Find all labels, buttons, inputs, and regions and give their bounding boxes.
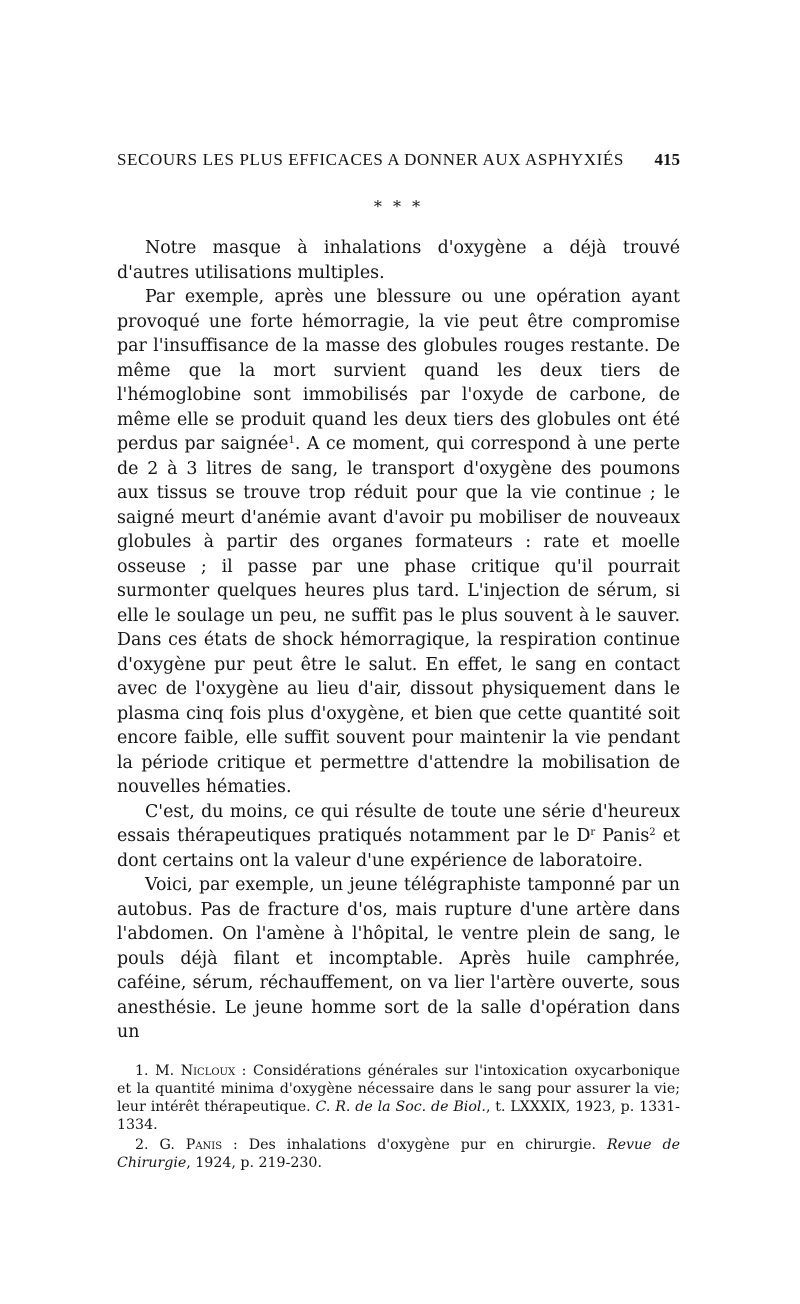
footnote	[117, 1062, 680, 1134]
footnote-ref: 2	[649, 827, 656, 838]
footnote-journal: Revue de Chirurgie	[117, 1136, 680, 1171]
footnotes	[117, 1062, 680, 1172]
paragraph: Voici, par exemple, un jeune télégraphiste tamponné par un autobus. Pas de fracture d'os, mais rupture d'une artère dans l'abdomen. On l'amène à l'hôpital, le ventre plein de sang, le pouls déjà filant et incomptable. Après huile camphrée, caféine, sérum, réchauffement, on va lier l'artère ouverte, sous anesthésie. Le jeune homme sort de la salle d'opération dans un	[117, 875, 680, 1042]
body-text	[117, 236, 680, 1045]
footnote-number: 2.	[135, 1136, 149, 1153]
footnote	[117, 1136, 680, 1172]
superscript: r	[590, 827, 596, 838]
footnote-ref: 1	[288, 435, 295, 446]
paragraph-text: C'est, du moins, ce qui résulte de toute une série d'heureux essais thérapeutiques pratiqués notamment par le D	[117, 801, 680, 846]
running-head	[117, 150, 680, 184]
paragraph	[117, 285, 680, 800]
footnote-text: : Considérations générales sur l'intoxication oxycarbonique et la quantité minima d'oxygène nécessaire dans le sang pour assurer la vie; leur intérêt thérapeutique.	[117, 1062, 681, 1115]
paragraph	[117, 800, 680, 874]
footnote-text: , t. LXXXIX, 1923, p. 1331-1334.	[117, 1098, 680, 1133]
page-number: 415	[654, 150, 680, 169]
paragraph-text: et dont certains ont la valeur d'une expérience de laboratoire.	[117, 826, 680, 871]
footnote-number: 1.	[135, 1062, 149, 1079]
running-title: SECOURS LES PLUS EFFICACES A DONNER AUX ASPHYXIÉS	[117, 150, 624, 169]
footnote-text: , 1924, p. 219-230.	[186, 1154, 322, 1171]
footnote-author: G. Panis	[159, 1136, 223, 1153]
cited-name: Panis	[595, 826, 650, 846]
footnote-text: : Des inhalations d'oxygène pur en chirurgie.	[222, 1136, 607, 1153]
footnote-author: M. Nicloux	[155, 1062, 236, 1079]
paragraph-text: . A ce moment, qui correspond à une perte de 2 à 3 litres de sang, le transport d'oxygène des poumons aux tissus se trouve trop réduit pour que la vie continue ; le saigné meurt d'anémie avant d'avoir pu mobiliser de nouveaux globules à partir des organes formateurs : rate et moelle osseuse ; il passe par une phase critique qu'il pourrait surmonter quelques heures plus tard. L'injection de sérum, si elle le soulage un peu, ne suffit pas le plus souvent à le sauver. Dans ces états de shock hémorragique, la respiration continue d'oxygène pur peut être le salut. En effet, le sang en contact avec de l'oxygène au lieu d'air, dissout physiquement dans le plasma cinq fois plus d'oxygène, et bien que cette quantité soit encore faible, elle suffit souvent pour maintenir la vie pendant la période critique et permettre d'attendre la mobilisation de nouvelles hématies.	[117, 434, 680, 797]
footnote-journal: C. R. de la Soc. de Biol.	[315, 1098, 486, 1115]
section-ornament: * * *	[373, 197, 424, 216]
paragraph-text: Par exemple, après une blessure ou une opération ayant provoqué une forte hémorragie, la vie peut être compromise par l'insuffisance de la masse des globules rouges restante. De même que la mort survient quand les deux tiers de l'hémoglobine sont immobilisés par l'oxyde de carbone, de même elle se produit quand les deux tiers des globules ont été perdus par saignée	[117, 287, 680, 454]
book-page	[117, 150, 680, 1172]
paragraph: Notre masque à inhalations d'oxygène a déjà trouvé d'autres utilisations multiples.	[117, 238, 680, 283]
